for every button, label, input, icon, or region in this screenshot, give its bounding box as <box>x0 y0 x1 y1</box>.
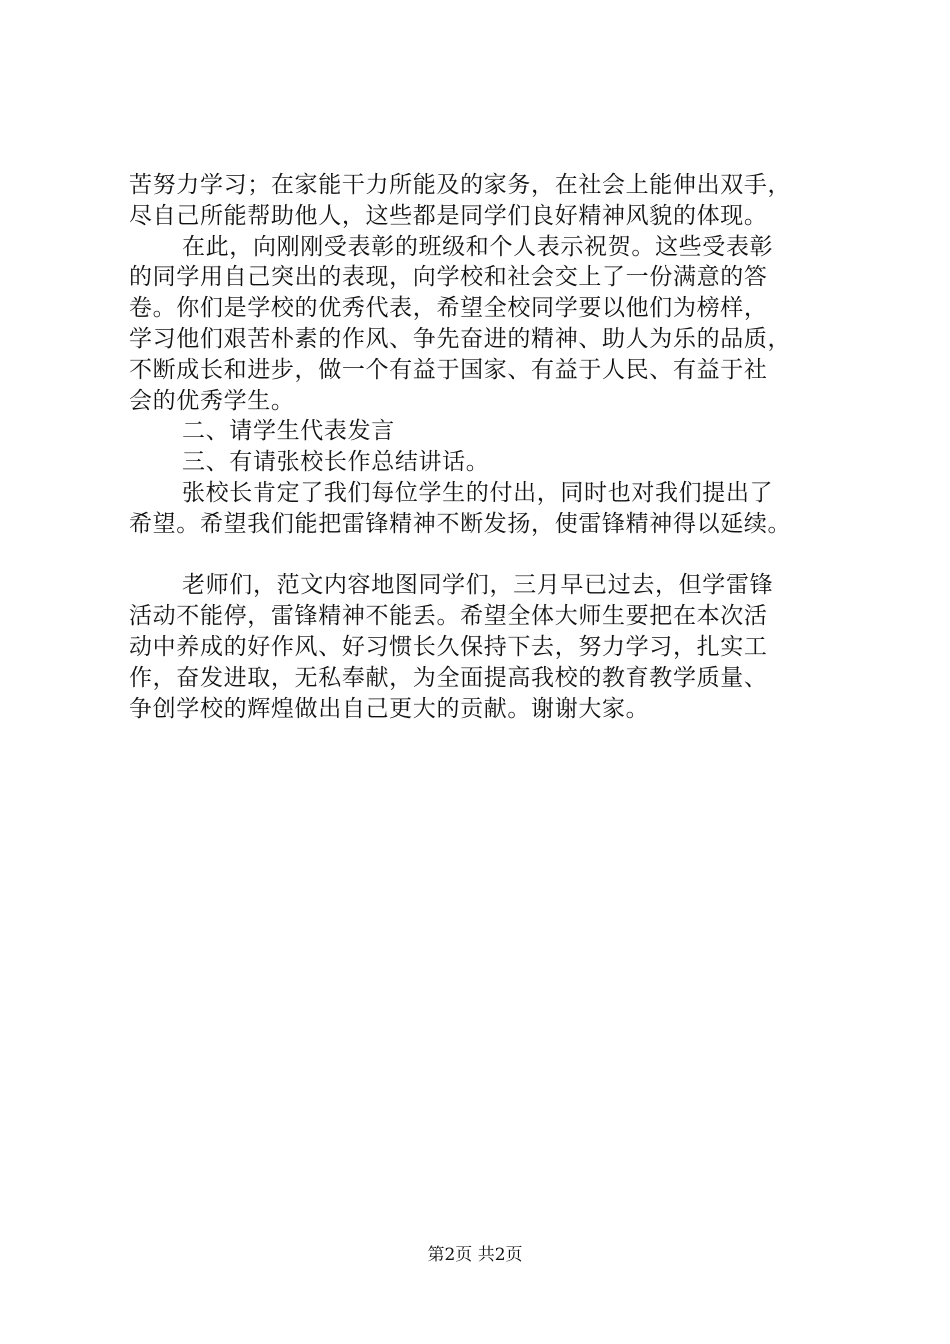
paragraph-start-line: 老师们，范文内容地图同学们，三月早已过去，但学雷锋 <box>182 572 774 599</box>
text-line: 活动不能停，雷锋精神不能丢。希望全体大师生要把在本次活 <box>129 603 768 630</box>
agenda-item-student-speech: 二、请学生代表发言 <box>182 418 395 445</box>
paragraph-gap <box>129 540 851 571</box>
page-number-footer: 第2页 共2页 <box>427 1245 523 1265</box>
paragraph-start-line: 在此，向刚刚受表彰的班级和个人表示祝贺。这些受表彰 <box>182 233 774 260</box>
text-line: 卷。你们是学校的优秀代表，希望全校同学要以他们为榜样， <box>129 295 768 322</box>
text-line: 希望。希望我们能把雷锋精神不断发扬，使雷锋精神得以延续。 <box>129 510 792 537</box>
text-line: 作，奋发进取，无私奉献，为全面提高我校的教育教学质量、 <box>129 664 768 691</box>
text-line: 苦努力学习；在家能干力所能及的家务，在社会上能伸出双手， <box>129 172 792 198</box>
text-line: 会的优秀学生。 <box>129 387 295 414</box>
text-line: 尽自己所能帮助他人，这些都是同学们良好精神风貌的体现。 <box>129 202 768 229</box>
paragraph-start-line: 张校长肯定了我们每位学生的付出，同时也对我们提出了 <box>182 479 774 506</box>
document-body <box>129 170 851 724</box>
text-line: 争创学校的辉煌做出自己更大的贡献。谢谢大家。 <box>129 695 650 722</box>
agenda-item-principal-speech: 三、有请张校长作总结讲话。 <box>182 449 490 476</box>
text-line: 学习他们艰苦朴素的作风、争先奋进的精神、助人为乐的品质， <box>129 325 792 352</box>
text-line: 动中养成的好作风、好习惯长久保持下去，努力学习，扎实工 <box>129 633 768 660</box>
text-line: 的同学用自己突出的表现，向学校和社会交上了一份满意的答 <box>129 264 768 291</box>
text-line: 不断成长和进步，做一个有益于国家、有益于人民、有益于社 <box>129 356 768 383</box>
